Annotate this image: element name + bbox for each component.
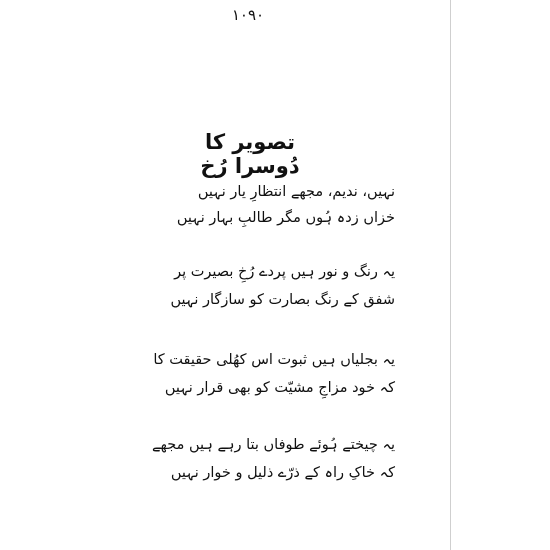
stanza-2-line-2: شفق کے رنگ بصارت کو سازگار نہیں (170, 292, 395, 308)
stanza-1-line-1: نہیں، ندیم، مجھے انتظارِ یار نہیں (197, 184, 395, 200)
page-number: ۱۰۹۰ (231, 6, 265, 24)
stanza-2-line-1: یہ رنگ و نور ہیں پردے رُخِ بصیرت پر (174, 264, 395, 280)
stanza-3-line-1: یہ بجلیاں ہیں ثبوت اس کھُلی حقیقت کا (153, 352, 395, 368)
stanza-1-line-2: خزاں زدہ ہُوں مگر طالبِ بہار نہیں (176, 210, 395, 226)
stanza-3-line-2: کہ خود مزاجِ مشیّت کو بھی قرار نہیں (164, 380, 395, 396)
page-edge-rule (450, 0, 451, 550)
stanza-4-line-2: کہ خاکِ راہ کے ذرّے ذلیل و خوار نہیں (170, 465, 395, 481)
stanza-4-line-1: یہ چیختے ہُوئے طوفاں بتا رہے ہیں مجھے (152, 437, 395, 453)
poem-title: تصویر کا دُوسرا رُخ (200, 130, 300, 178)
